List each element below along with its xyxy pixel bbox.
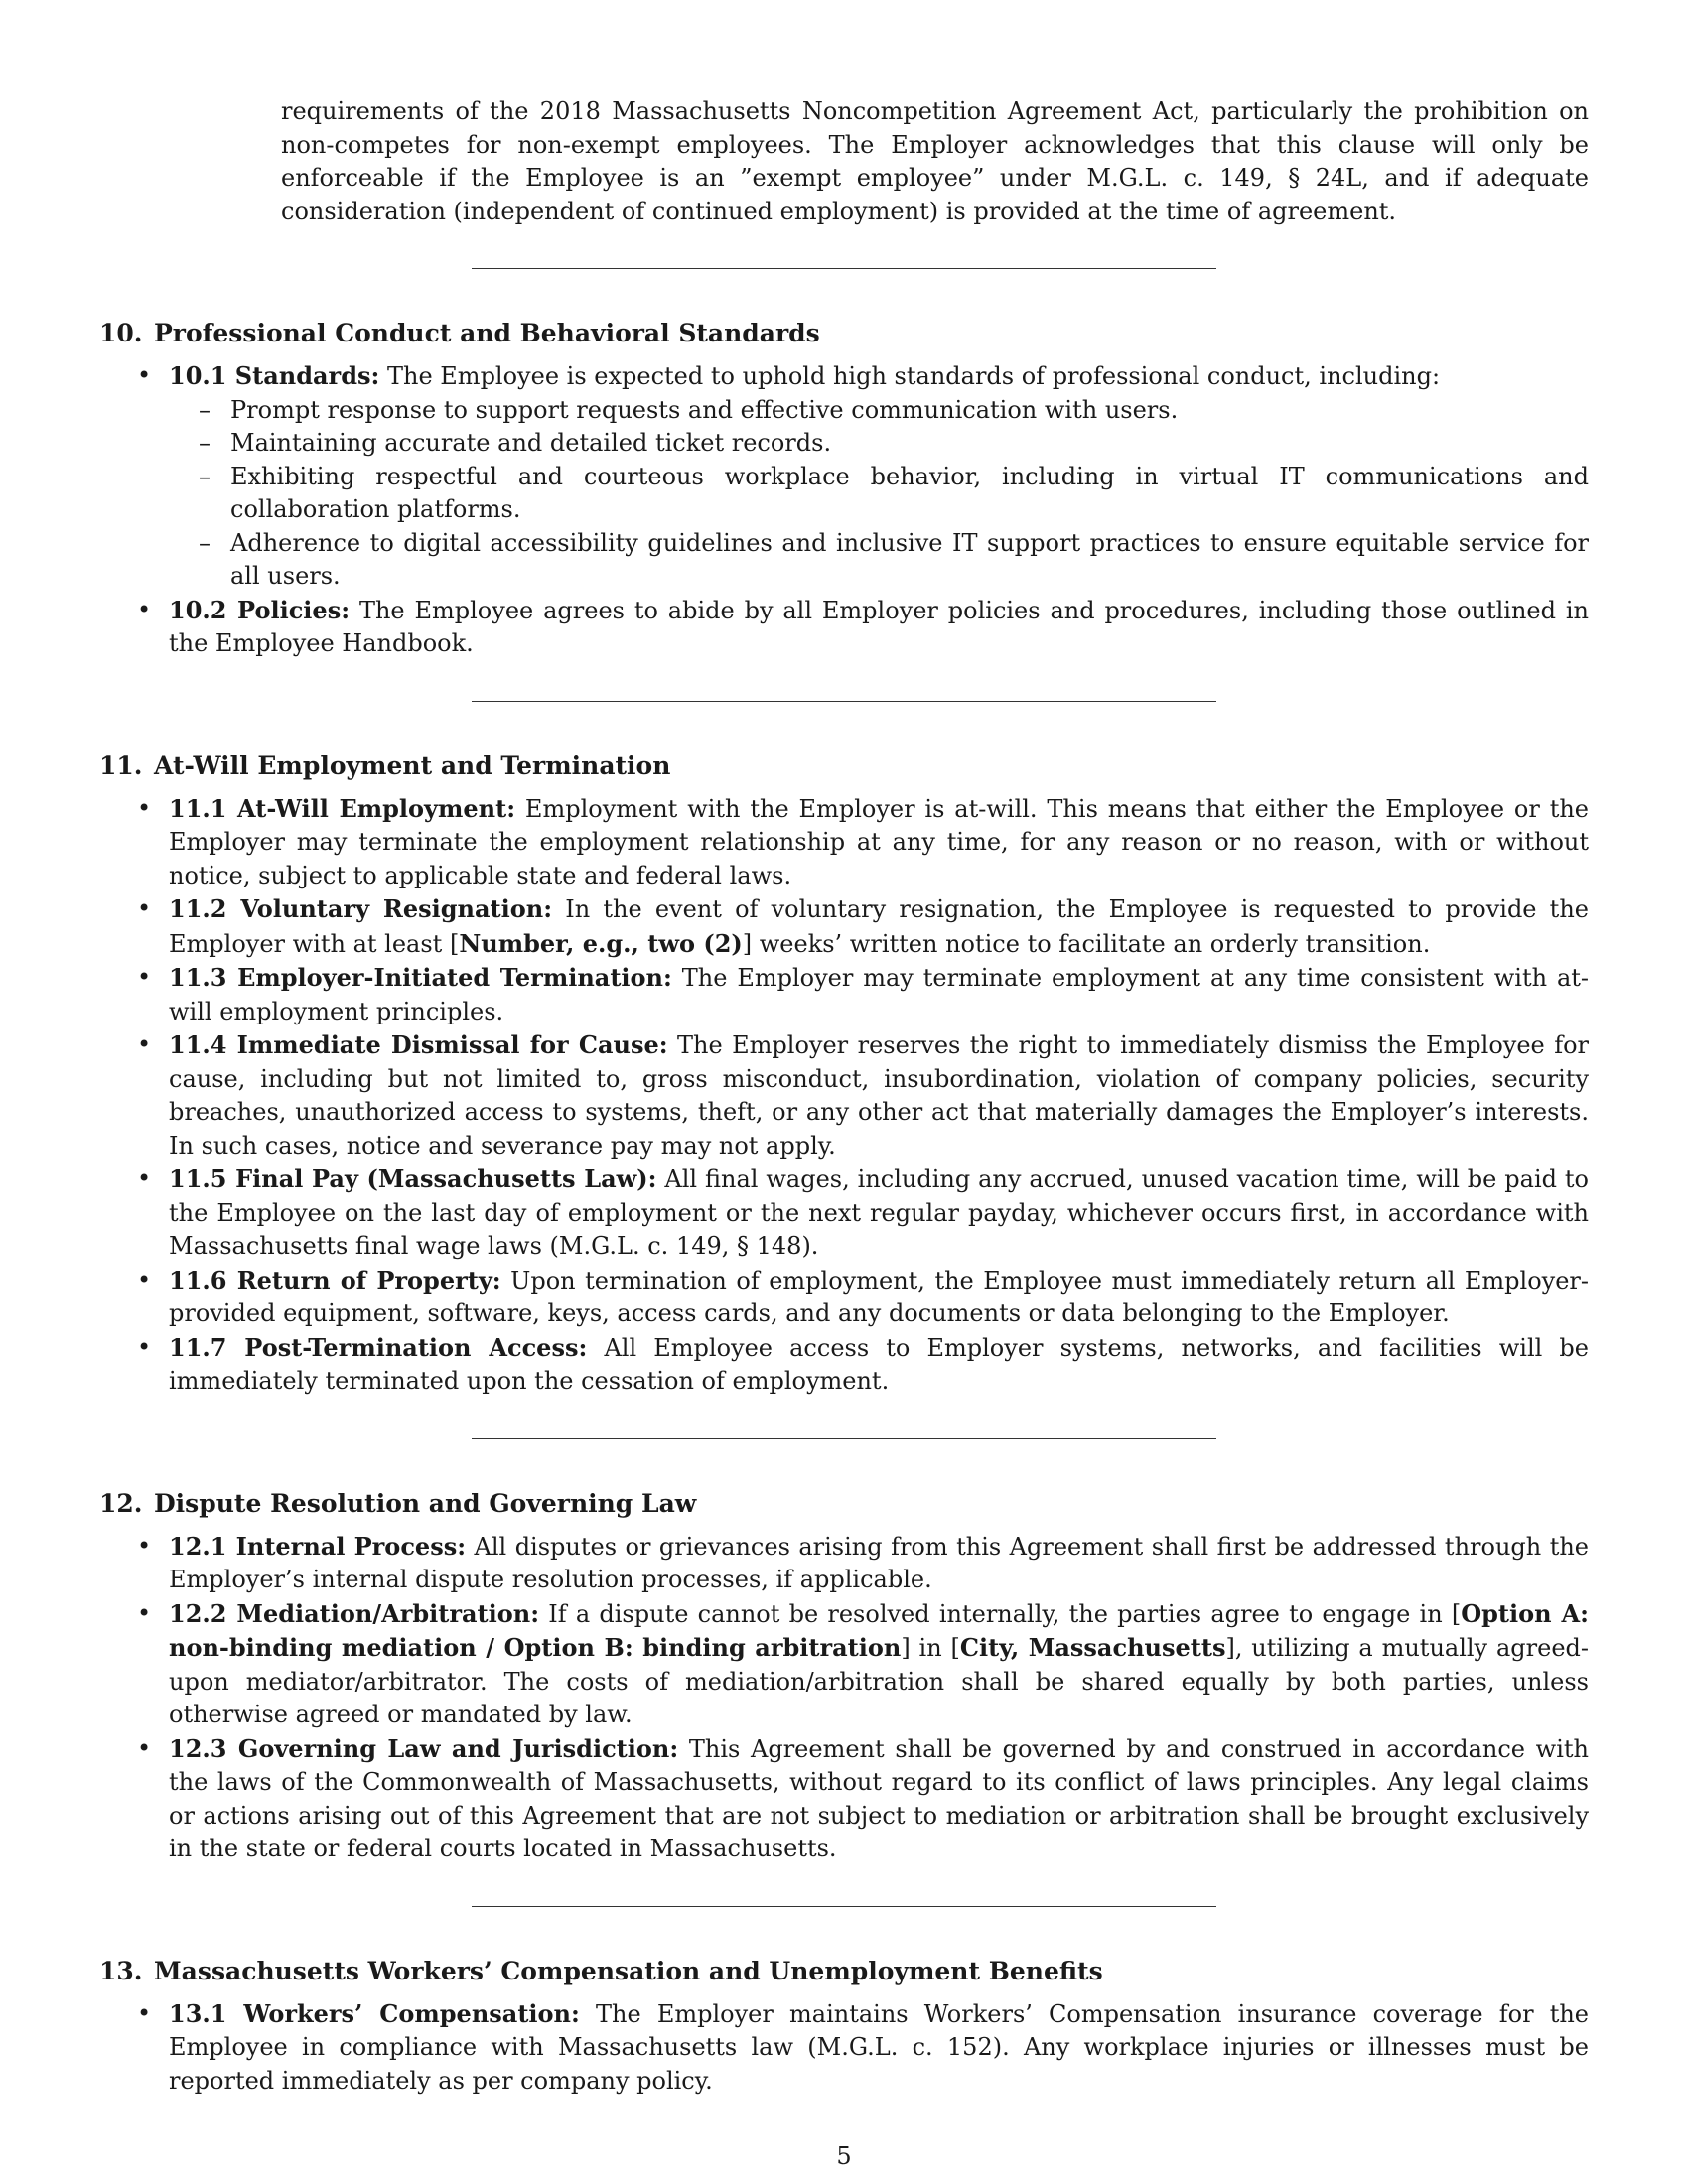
section-title: At-Will Employment and Termination xyxy=(154,751,671,780)
clause-label: 11.7 Post-Termination Access: xyxy=(169,1332,588,1362)
section-divider xyxy=(472,1438,1216,1439)
section-number: 11. xyxy=(99,751,143,780)
clause-label: 11.1 At-Will Employment: xyxy=(169,793,516,823)
clause-label: 12.3 Governing Law and Jurisdiction: xyxy=(169,1733,679,1763)
dash-icon: – xyxy=(199,429,211,457)
subclause-text: Maintaining accurate and detailed ticket records. xyxy=(230,429,832,457)
section-13 xyxy=(99,1955,1589,2099)
section-10 xyxy=(99,317,1589,661)
clause-text: ], utilizing a mutually agreed-upon mediator/arbitrator. The costs of mediation/arbitration shall be shared equally by both parties, unless otherwise agreed or mandated by law. xyxy=(169,1634,1589,1728)
clause-text: Upon termination of employment, the Employee must immediately return all Employer-provided equipment, software, keys, access cards, and any documents or data belonging to the Employer. xyxy=(169,1266,1590,1327)
clause-label: 10.1 Standards: xyxy=(169,361,380,390)
clause-item xyxy=(99,1530,1589,1597)
clause-item xyxy=(99,1162,1589,1264)
placeholder-field: Number, e.g., two (2) xyxy=(459,928,743,958)
bullet-icon: • xyxy=(137,1733,152,1762)
clause-list xyxy=(99,1997,1589,2099)
clause-label: 11.6 Return of Property: xyxy=(169,1265,501,1295)
clause-text: All disputes or grievances arising from this Agreement shall first be addressed through the Employer’s internal dispute resolution processes, if applicable. xyxy=(169,1532,1589,1593)
clause-item xyxy=(99,1997,1589,2099)
clause-label: 11.4 Immediate Dismissal for Cause: xyxy=(169,1030,668,1059)
clause-text: All final wages, including any accrued, unused vacation time, will be paid to the Employee on the last day of employment or the next regular payday, whichever occurs first, in accordance with Massachusetts final wage laws (M.G.L. c. 149, § 148). xyxy=(169,1165,1589,1260)
clause-list xyxy=(99,1530,1589,1866)
bullet-icon: • xyxy=(137,1998,152,2027)
section-number: 10. xyxy=(99,319,143,347)
page-number: 5 xyxy=(836,2142,852,2170)
bullet-icon: • xyxy=(137,1531,152,1560)
bullet-icon: • xyxy=(137,963,152,991)
clause-text: The Employee agrees to abide by all Employer policies and procedures, including those outlined in the Employee Handbook. xyxy=(169,596,1589,657)
subclause-item xyxy=(169,527,1589,594)
section-number: 13. xyxy=(99,1956,143,1985)
clause-text: All Employee access to Employer systems, networks, and facilities will be immediately terminated upon the cessation of employment. xyxy=(169,1333,1589,1395)
clause-item xyxy=(99,1028,1589,1162)
dash-icon: – xyxy=(199,395,211,424)
clause-text: This Agreement shall be governed by and construed in accordance with the laws of the Commonwealth of Massachusetts, without regard to its conflict of laws principles. Any legal claims or actions arising out of this Agreement that are not subject to mediation or arbitration shall be brought exclusively in the state or federal courts located in Massachusetts. xyxy=(169,1734,1589,1862)
intro-paragraph: requirements of the 2018 Massachusetts Noncompetition Agreement Act, particularly the prohibition on non-competes for non-exempt employees. The Employer acknowledges that this clause will only be enforceable if the Employee is an ”exempt employee” under M.G.L. c. 149, § 24L, and if adequate consideration (independent of continued employment) is provided at the time of agreement. xyxy=(281,97,1589,225)
clause-label: 11.2 Voluntary Resignation: xyxy=(169,894,553,923)
section-title: Dispute Resolution and Governing Law xyxy=(154,1488,697,1518)
clause-list xyxy=(99,792,1589,1399)
clause-item xyxy=(99,1264,1589,1331)
clause-label: 11.5 Final Pay (Massachusetts Law): xyxy=(169,1164,657,1193)
dash-icon: – xyxy=(199,462,211,490)
subclause-text: Exhibiting respectful and courteous workplace behavior, including in virtual IT communications and collaboration platforms. xyxy=(230,462,1589,523)
clause-text: ] weeks’ written notice to facilitate an orderly transition. xyxy=(742,929,1431,958)
clause-text: ] in [ xyxy=(901,1634,960,1662)
clause-text: In the event of voluntary resignation, the Employee is requested to provide the Employer with at least [ xyxy=(169,895,1589,958)
clause-label: 13.1 Workers’ Compensation: xyxy=(169,1998,580,2028)
section-heading xyxy=(99,1955,1589,1987)
clause-item xyxy=(99,792,1589,893)
bullet-icon: • xyxy=(137,793,152,822)
clause-text: The Employee is expected to uphold high standards of professional conduct, including: xyxy=(379,362,1441,390)
clause-label: 12.2 Mediation/Arbitration: xyxy=(169,1598,540,1628)
dash-icon: – xyxy=(199,528,211,557)
section-heading xyxy=(99,750,1589,782)
clause-label: 11.3 Employer-Initiated Termination: xyxy=(169,963,672,992)
subclause-list xyxy=(169,394,1589,594)
section-heading xyxy=(99,317,1589,349)
clause-label: 10.2 Policies: xyxy=(169,595,351,624)
clause-item xyxy=(99,594,1589,661)
section-divider xyxy=(472,701,1216,702)
bullet-icon: • xyxy=(137,1164,152,1192)
section-title: Professional Conduct and Behavioral Standards xyxy=(154,319,820,347)
clause-text: If a dispute cannot be resolved internally, the parties agree to engage in [ xyxy=(539,1599,1462,1628)
section-12 xyxy=(99,1487,1589,1866)
subclause-item xyxy=(169,427,1589,461)
clause-text: The Employer maintains Workers’ Compensation insurance coverage for the Employee in compliance with Massachusetts law (M.G.L. c. 152). Any workplace injuries or illnesses must be reported immediately as per company policy. xyxy=(169,1999,1590,2095)
bullet-icon: • xyxy=(137,1265,152,1294)
subclause-text: Adherence to digital accessibility guidelines and inclusive IT support practices to ensure equitable service for all users. xyxy=(230,528,1589,590)
clause-text: The Employer reserves the right to immediately dismiss the Employee for cause, including but not limited to, gross misconduct, insubordination, violation of company policies, security breaches, unauthorized access to systems, theft, or any other act that materially damages the Employer’s interests. In such cases, notice and severance pay may not apply. xyxy=(169,1031,1589,1160)
clause-text: The Employer may terminate employment at any time consistent with at-will employment principles. xyxy=(169,964,1590,1025)
clause-item xyxy=(99,1597,1589,1732)
section-number: 12. xyxy=(99,1488,143,1518)
subclause-item xyxy=(169,394,1589,428)
section-heading xyxy=(99,1487,1589,1520)
section-11 xyxy=(99,750,1589,1399)
placeholder-field: City, Massachusetts xyxy=(959,1633,1226,1662)
bullet-icon: • xyxy=(137,1332,152,1361)
clause-list xyxy=(99,359,1589,661)
subclause-text: Prompt response to support requests and effective communication with users. xyxy=(230,395,1179,424)
bullet-icon: • xyxy=(137,1030,152,1058)
clause-item xyxy=(99,359,1589,594)
section-divider xyxy=(472,268,1216,269)
subclause-item xyxy=(169,461,1589,527)
clause-item xyxy=(99,1732,1589,1866)
clause-text: Employment with the Employer is at-will. This means that either the Employee or the Employer may terminate the employment relationship at any time, for any reason or no reason, with or without notice, subject to applicable state and federal laws. xyxy=(169,794,1589,889)
bullet-icon: • xyxy=(137,894,152,922)
clause-item xyxy=(99,961,1589,1028)
section-title: Massachusetts Workers’ Compensation and Unemployment Benefits xyxy=(154,1956,1103,1985)
bullet-icon: • xyxy=(137,1598,152,1627)
placeholder-field: Option A: non-binding mediation / Option B: binding arbitration xyxy=(169,1598,1590,1662)
clause-item xyxy=(99,1331,1589,1399)
bullet-icon: • xyxy=(137,361,152,389)
document-page xyxy=(99,95,1589,2098)
bullet-icon: • xyxy=(137,595,152,623)
clause-label: 12.1 Internal Process: xyxy=(169,1531,467,1561)
clause-item xyxy=(99,892,1589,961)
section-divider xyxy=(472,1906,1216,1907)
